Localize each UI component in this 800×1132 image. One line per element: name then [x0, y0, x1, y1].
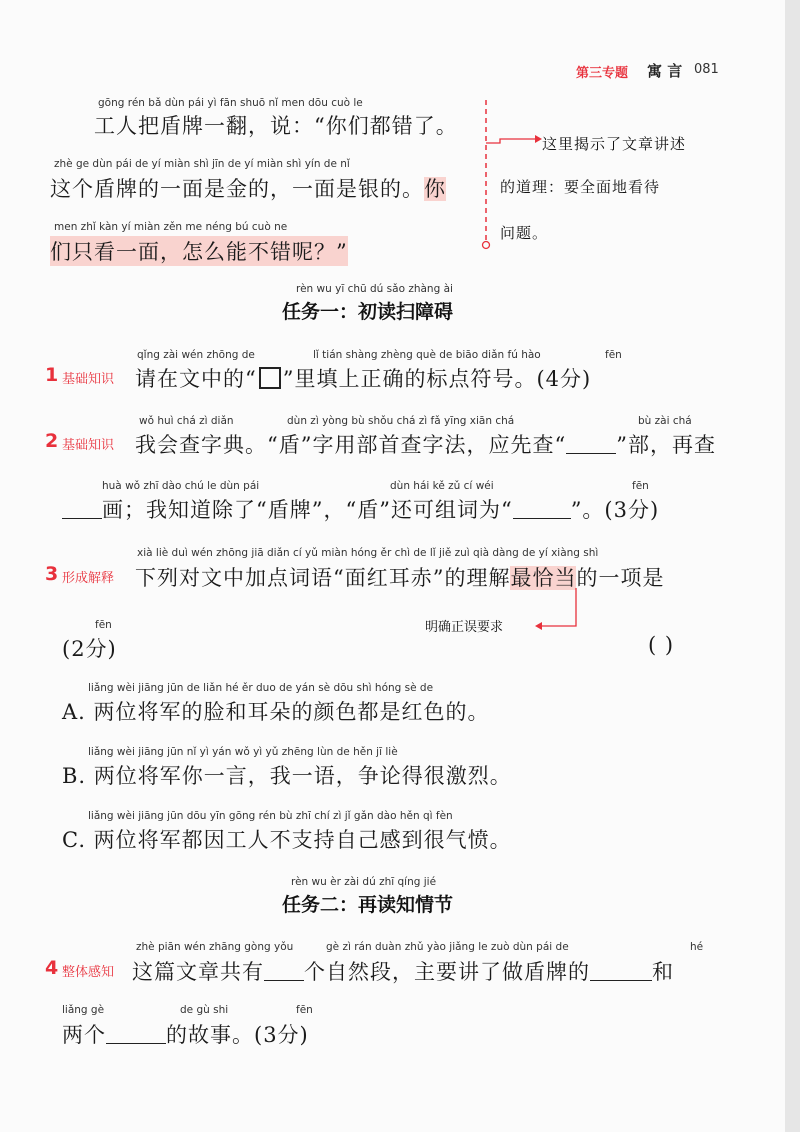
- q2-pinyin-2a: huà wǒ zhī dào chú le dùn pái: [102, 480, 260, 492]
- q2-pinyin-2c: fēn: [632, 480, 649, 492]
- passage-line2: [50, 173, 446, 203]
- q1-text-b: ”里填上正确的标点符号。(4分): [282, 367, 592, 391]
- q3-note: 明确正误要求: [425, 620, 504, 635]
- q3-points: (2分): [62, 637, 117, 661]
- q2-blank-strokes[interactable]: [62, 502, 102, 519]
- q3-option-c[interactable]: C. 两位将军都因工人不支持自己感到很气愤。: [62, 828, 512, 852]
- q2-pinyin-a: wǒ huì chá zì diǎn: [139, 415, 234, 427]
- q4-text-a: 这篇文章共有: [132, 960, 264, 984]
- q4-blank-item[interactable]: [590, 964, 652, 981]
- q3-number: 3: [45, 563, 59, 585]
- q2-pinyin-2b: dùn hái kě zǔ cí wéi: [390, 480, 494, 492]
- q2-text-2a: 画；我知道除了“盾牌”，“盾”还可组词为“: [102, 498, 513, 522]
- passage-line2-text: 这个盾牌的一面是金的，一面是银的。: [50, 177, 424, 201]
- passage-line2-pinyin: zhè ge dùn pái de yí miàn shì jīn de yí miàn shì yín de nǐ: [54, 158, 350, 170]
- page-edge: [785, 0, 800, 1132]
- q2-number: 2: [45, 430, 59, 452]
- q2-text-b: ”部，再查: [616, 433, 716, 457]
- q2-text: [135, 429, 716, 459]
- q3-option-b-pinyin: liǎng wèi jiāng jūn nǐ yì yán wǒ yì yǔ zhēng lùn de hěn jī liè: [88, 746, 398, 758]
- q4-pinyin-a: zhè piān wén zhāng gòng yǒu: [136, 941, 294, 953]
- q3-pinyin: xià liè duì wén zhōng jiā diǎn cí yǔ miàn hóng ěr chì de lǐ jiě zuì qià dàng de yí xiàng shì: [137, 547, 599, 559]
- q3-option-a[interactable]: A. 两位将军的脸和耳朵的颜色都是红色的。: [62, 700, 490, 724]
- q2-text-a: 我会查字典。“盾”字用部首查字法，应先查“: [135, 433, 567, 457]
- q4-pinyin-b: gè zì rán duàn zhǔ yào jiǎng le zuò dùn pái de: [326, 941, 569, 953]
- header-page-number: 081: [694, 62, 719, 77]
- q4-pinyin-2a: liǎng gè: [62, 1004, 105, 1016]
- q3-text-a: 下列对文中加点词语“面红耳赤”的理解: [135, 566, 511, 590]
- q1-pinyin-c: fēn: [605, 349, 622, 361]
- q4-text-2b: 的故事。(3分): [166, 1023, 309, 1047]
- q3-option-c-pinyin: liǎng wèi jiāng jūn dōu yīn gōng rén bù zhī chí zì jǐ gǎn dào hěn qì fèn: [88, 810, 453, 822]
- task1-title: 任务一：初读扫障碍: [282, 301, 454, 323]
- side-note-line3: 问题。: [500, 224, 549, 242]
- side-note-line2: 的道理：要全面地看待: [500, 178, 661, 196]
- q3-option-a-pinyin: liǎng wèi jiāng jūn de liǎn hé ěr duo de yán sè dōu shì hóng sè de: [88, 682, 434, 694]
- passage-line3-pinyin: men zhǐ kàn yí miàn zěn me néng bú cuò ne: [54, 221, 288, 233]
- side-note-line1: 这里揭示了文章讲述: [542, 135, 687, 153]
- task2-title: 任务二：再读知情节: [282, 894, 454, 916]
- q1-pinyin-b: lǐ tián shàng zhèng què de biāo diǎn fú hào: [313, 349, 541, 361]
- header-title: 寓 言: [647, 62, 683, 80]
- q4-text: [132, 956, 674, 986]
- passage-line3-highlight: 们只看一面，怎么能不错呢？”: [50, 236, 348, 266]
- q2-type: 基础知识: [62, 438, 115, 453]
- q1-text: [135, 363, 591, 393]
- q3-note-connector: [530, 586, 590, 632]
- q3-answer-paren[interactable]: ( ): [648, 633, 675, 657]
- q4-text-line2: [62, 1019, 309, 1049]
- q4-blank-paragraphs[interactable]: [264, 964, 304, 981]
- q1-text-a: 请在文中的“: [135, 367, 257, 391]
- q4-text-b: 个自然段，主要讲了做盾牌的: [304, 960, 590, 984]
- q1-answer-box[interactable]: [259, 367, 281, 389]
- q3-text-b: 的一项是: [576, 566, 665, 590]
- q1-number: 1: [45, 364, 59, 386]
- q1-type: 基础知识: [62, 372, 115, 387]
- q3-type: 形成解释: [62, 571, 115, 586]
- q2-blank-radical[interactable]: [566, 437, 616, 454]
- header-topic: 第三专题: [576, 66, 629, 81]
- q2-pinyin-c: bù zài chá: [638, 415, 692, 427]
- task1-pinyin: rèn wu yī chū dú sǎo zhàng ài: [296, 283, 453, 295]
- passage-line1: 工人把盾牌一翻，说：“你们都错了。: [94, 114, 458, 138]
- q3-option-b[interactable]: B. 两位将军你一言，我一语，争论得很激烈。: [62, 764, 512, 788]
- passage-line1-pinyin: gōng rén bǎ dùn pái yì fān shuō nǐ men dōu cuò le: [98, 97, 363, 109]
- passage-line2-highlight: 你: [424, 177, 446, 201]
- q2-text-line2: [62, 494, 659, 524]
- q2-blank-word[interactable]: [513, 502, 571, 519]
- q2-pinyin-b: dùn zì yòng bù shǒu chá zì fǎ yīng xiān chá: [287, 415, 515, 427]
- q4-pinyin-c: hé: [690, 941, 704, 953]
- q4-number: 4: [45, 957, 59, 979]
- q4-pinyin-2b: de gù shi: [180, 1004, 229, 1016]
- q4-text-c: 和: [652, 960, 674, 984]
- q4-blank-story[interactable]: [106, 1027, 166, 1044]
- q3-pinyin-2: fēn: [95, 619, 112, 631]
- q4-text-2a: 两个: [62, 1023, 106, 1047]
- task2-pinyin: rèn wu èr zài dú zhī qíng jié: [291, 876, 437, 888]
- q3-highlight: 最恰当: [510, 566, 577, 590]
- q4-pinyin-2c: fēn: [296, 1004, 313, 1016]
- q4-type: 整体感知: [62, 965, 115, 980]
- q2-text-2b: ”。(3分): [570, 498, 660, 522]
- q1-pinyin-a: qǐng zài wén zhōng de: [137, 349, 255, 361]
